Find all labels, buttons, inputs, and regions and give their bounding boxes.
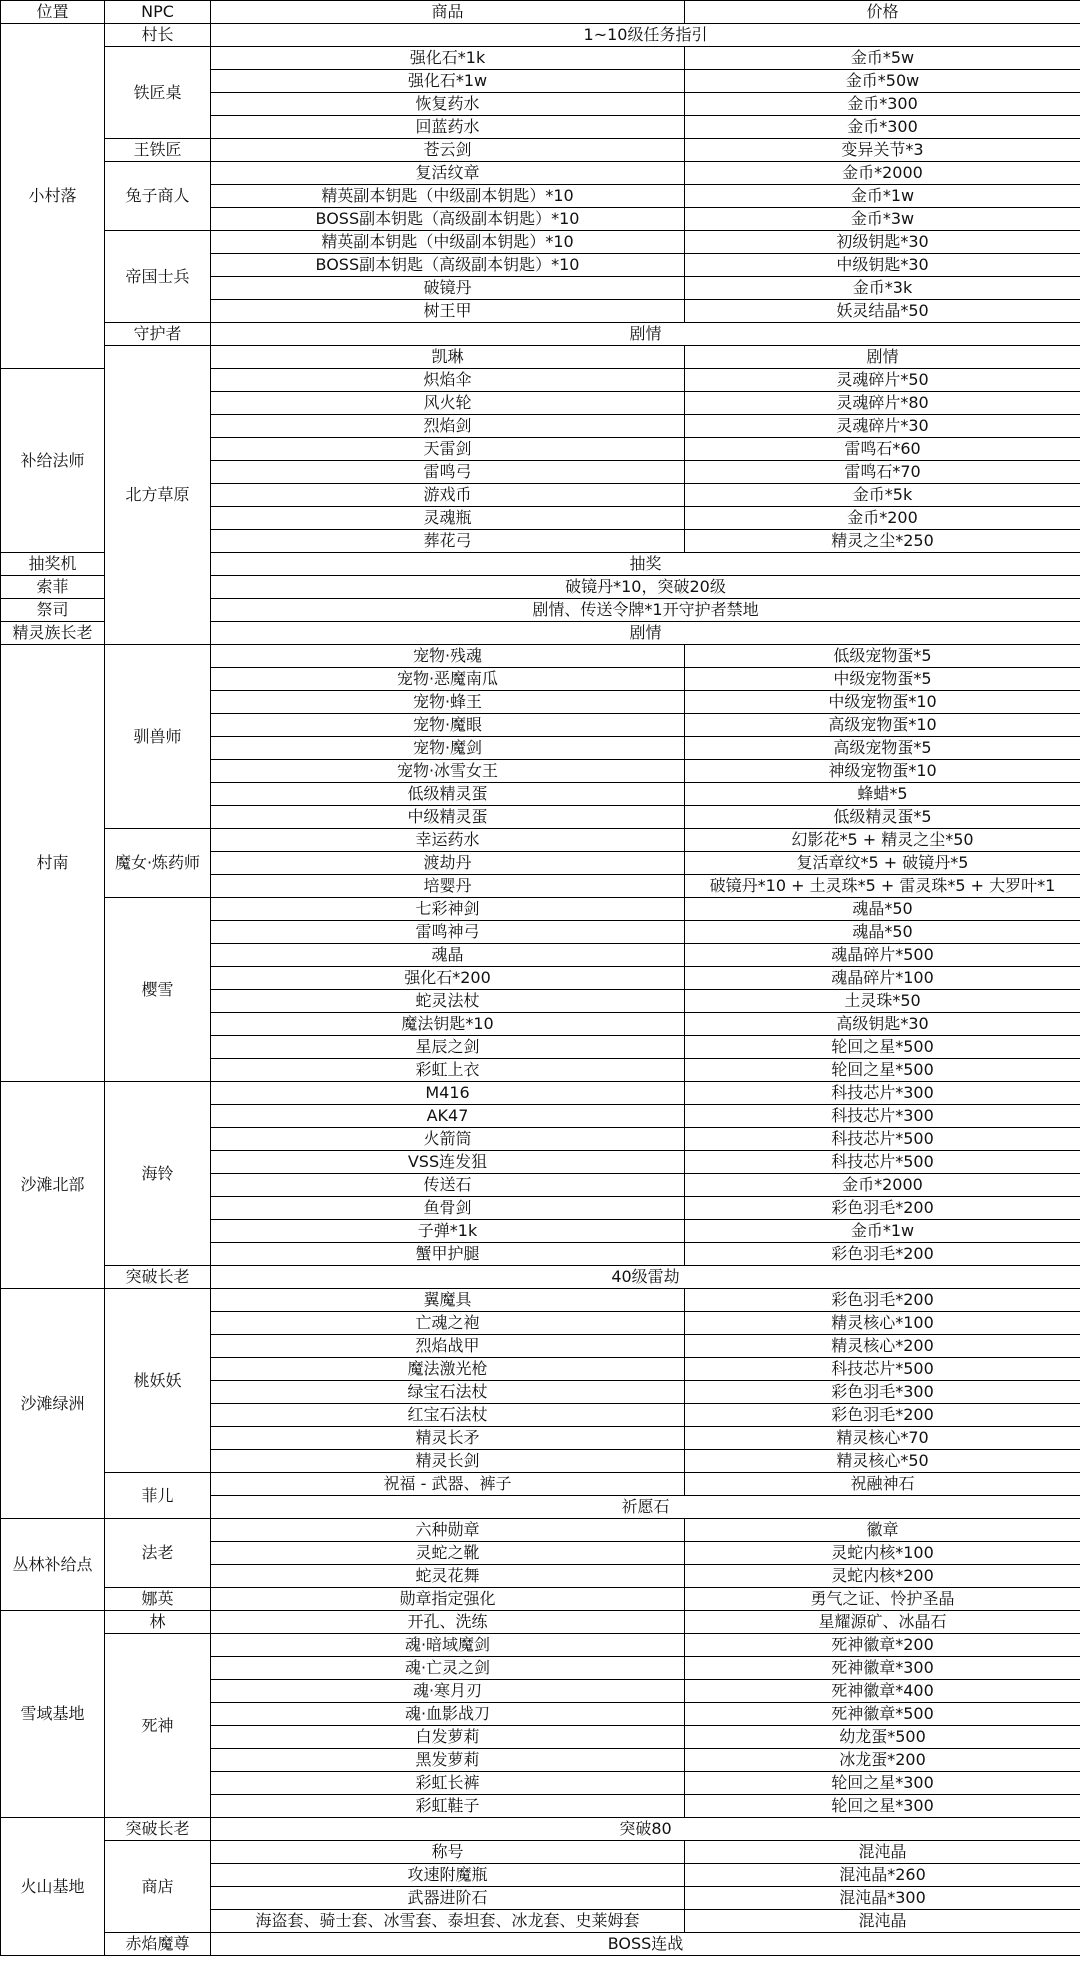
item-cell: 宠物·魔剑 [211, 737, 685, 760]
npc-cell: 驯兽师 [105, 645, 211, 829]
table-row [1, 645, 1080, 668]
table-row [1, 346, 1080, 369]
price-cell: 金币*2000 [685, 1174, 1080, 1197]
price-cell: 星耀源矿、冰晶石 [685, 1611, 1080, 1634]
price-cell: 幻影花*5 + 精灵之尘*50 [685, 829, 1080, 852]
price-cell: 金币*3k [685, 277, 1080, 300]
npc-cell: 突破长老 [105, 1266, 211, 1289]
item-cell: 黑发萝莉 [211, 1749, 685, 1772]
npc-cell: 守护者 [105, 323, 211, 346]
item-cell: 剧情 [685, 346, 1080, 369]
table-row [1, 1611, 1080, 1634]
price-cell: 彩色羽毛*200 [685, 1197, 1080, 1220]
npc-cell: 精灵族长老 [1, 622, 105, 645]
item-cell: 宠物·冰雪女王 [211, 760, 685, 783]
price-cell: 金币*1w [685, 185, 1080, 208]
item-cell: 宠物·残魂 [211, 645, 685, 668]
price-cell: 灵蛇内核*200 [685, 1565, 1080, 1588]
location-cell: 雪域基地 [1, 1611, 105, 1818]
table-row [1, 1933, 1080, 1956]
price-cell: 科技芯片*500 [685, 1151, 1080, 1174]
price-cell: 冰龙蛋*200 [685, 1749, 1080, 1772]
price-cell: 灵魂碎片*30 [685, 415, 1080, 438]
item-cell: 精灵长剑 [211, 1450, 685, 1473]
price-cell: 混沌晶*300 [685, 1887, 1080, 1910]
price-cell: 金币*50w [685, 70, 1080, 93]
item-cell: 破镜丹*10，突破20级 [211, 576, 1080, 599]
table-row [1, 1473, 1080, 1496]
price-cell: 轮回之星*300 [685, 1795, 1080, 1818]
table-row [1, 47, 1080, 70]
item-cell: 葬花弓 [211, 530, 685, 553]
price-cell: 土灵珠*50 [685, 990, 1080, 1013]
table-row [1, 1634, 1080, 1657]
price-cell: 中级宠物蛋*5 [685, 668, 1080, 691]
price-cell: 魂晶碎片*100 [685, 967, 1080, 990]
item-cell: 精英副本钥匙（中级副本钥匙）*10 [211, 231, 685, 254]
price-cell: 祝融神石 [685, 1473, 1080, 1496]
npc-cell: 补给法师 [1, 369, 105, 553]
npc-cell: 突破长老 [105, 1818, 211, 1841]
item-cell: 灵蛇之靴 [211, 1542, 685, 1565]
price-cell: 低级精灵蛋*5 [685, 806, 1080, 829]
npc-cell: 村长 [105, 24, 211, 47]
npc-cell: 兔子商人 [105, 162, 211, 231]
item-cell: 魂·亡灵之剑 [211, 1657, 685, 1680]
item-cell: 七彩神剑 [211, 898, 685, 921]
item-cell: 六种勋章 [211, 1519, 685, 1542]
item-cell: 剧情 [211, 622, 1080, 645]
price-cell: 金币*300 [685, 93, 1080, 116]
item-cell: 40级雷劫 [211, 1266, 1080, 1289]
item-cell: 白发萝莉 [211, 1726, 685, 1749]
location-cell: 丛林补给点 [1, 1519, 105, 1611]
price-cell: 金币*300 [685, 116, 1080, 139]
item-cell: 海盗套、骑士套、冰雪套、泰坦套、冰龙套、史莱姆套 [211, 1910, 685, 1933]
item-cell: 蛇灵花舞 [211, 1565, 685, 1588]
price-cell: 金币*3w [685, 208, 1080, 231]
price-cell: 混沌晶*260 [685, 1864, 1080, 1887]
price-cell: 轮回之星*500 [685, 1059, 1080, 1082]
item-cell: 绿宝石法杖 [211, 1381, 685, 1404]
item-cell: 祝福 - 武器、裤子 [211, 1473, 685, 1496]
item-cell: 灵魂瓶 [211, 507, 685, 530]
item-cell: 剧情 [211, 323, 1080, 346]
table-row [1, 24, 1080, 47]
item-cell: 树王甲 [211, 300, 685, 323]
price-cell: 精灵核心*100 [685, 1312, 1080, 1335]
price-cell: 科技芯片*500 [685, 1358, 1080, 1381]
npc-cell: 祭司 [1, 599, 105, 622]
price-cell: 魂晶*50 [685, 898, 1080, 921]
item-cell: 勋章指定强化 [211, 1588, 685, 1611]
npc-cell: 海铃 [105, 1082, 211, 1266]
item-cell: 称号 [211, 1841, 685, 1864]
location-cell: 火山基地 [1, 1818, 105, 1956]
price-cell: 变异关节*3 [685, 139, 1080, 162]
price-cell: 雷鸣石*60 [685, 438, 1080, 461]
npc-cell: 魔女·炼药师 [105, 829, 211, 898]
price-cell: 妖灵结晶*50 [685, 300, 1080, 323]
price-cell: 彩色羽毛*300 [685, 1381, 1080, 1404]
price-cell: 金币*2000 [685, 162, 1080, 185]
price-cell: 轮回之星*500 [685, 1036, 1080, 1059]
npc-cell: 赤焰魔尊 [105, 1933, 211, 1956]
table-row [1, 231, 1080, 254]
price-cell: 轮回之星*300 [685, 1772, 1080, 1795]
item-cell: 攻速附魔瓶 [211, 1864, 685, 1887]
location-cell: 村南 [1, 645, 105, 1082]
price-cell: 灵蛇内核*100 [685, 1542, 1080, 1565]
npc-cell: 铁匠桌 [105, 47, 211, 139]
price-cell: 蜂蜡*5 [685, 783, 1080, 806]
table-row [1, 1289, 1080, 1312]
item-cell: 彩虹长裤 [211, 1772, 685, 1795]
npc-cell: 菲儿 [105, 1473, 211, 1519]
item-cell: M416 [211, 1082, 685, 1105]
item-cell: 强化石*1k [211, 47, 685, 70]
item-cell: 鱼骨剑 [211, 1197, 685, 1220]
item-cell: 开孔、洗练 [211, 1611, 685, 1634]
item-cell: 魔法激光枪 [211, 1358, 685, 1381]
price-cell: 精灵核心*50 [685, 1450, 1080, 1473]
price-cell: 死神徽章*300 [685, 1657, 1080, 1680]
item-cell: 剧情、传送令牌*1开守护者禁地 [211, 599, 1080, 622]
item-cell: 蛇灵法杖 [211, 990, 685, 1013]
item-cell: 苍云剑 [211, 139, 685, 162]
price-cell: 灵魂碎片*50 [685, 369, 1080, 392]
table-row [1, 162, 1080, 185]
price-cell: 低级宠物蛋*5 [685, 645, 1080, 668]
price-cell: 高级宠物蛋*5 [685, 737, 1080, 760]
item-cell: 复活纹章 [211, 162, 685, 185]
item-cell: 天雷剑 [211, 438, 685, 461]
item-cell: AK47 [211, 1105, 685, 1128]
item-cell: VSS连发狙 [211, 1151, 685, 1174]
item-cell: 恢复药水 [211, 93, 685, 116]
price-cell: 雷鸣石*70 [685, 461, 1080, 484]
item-cell: 回蓝药水 [211, 116, 685, 139]
table-row [1, 829, 1080, 852]
npc-cell: 索菲 [1, 576, 105, 599]
item-cell: 魂·寒月刃 [211, 1680, 685, 1703]
price-cell: 科技芯片*300 [685, 1105, 1080, 1128]
price-cell: 彩色羽毛*200 [685, 1404, 1080, 1427]
item-cell: 幸运药水 [211, 829, 685, 852]
price-cell: 精灵核心*200 [685, 1335, 1080, 1358]
item-cell: 风火轮 [211, 392, 685, 415]
price-cell: 金币*5k [685, 484, 1080, 507]
item-cell: 烈焰剑 [211, 415, 685, 438]
item-cell: BOSS副本钥匙（高级副本钥匙）*10 [211, 254, 685, 277]
npc-cell: 樱雪 [105, 898, 211, 1082]
item-cell: 抽奖 [211, 553, 1080, 576]
price-cell: 神级宠物蛋*10 [685, 760, 1080, 783]
item-cell: 雷鸣神弓 [211, 921, 685, 944]
item-cell: 1~10级任务指引 [211, 24, 1080, 47]
item-cell: 突破80 [211, 1818, 1080, 1841]
item-cell: 培婴丹 [211, 875, 685, 898]
table-row [1, 1841, 1080, 1864]
table-row [1, 1519, 1080, 1542]
header-row [1, 1, 1080, 24]
table-row [1, 1818, 1080, 1841]
item-cell: BOSS副本钥匙（高级副本钥匙）*10 [211, 208, 685, 231]
price-cell: 彩色羽毛*200 [685, 1243, 1080, 1266]
npc-cell: 娜英 [105, 1588, 211, 1611]
price-cell: 幼龙蛋*500 [685, 1726, 1080, 1749]
table-row [1, 1266, 1080, 1289]
item-cell: 魂·血影战刀 [211, 1703, 685, 1726]
price-cell: 彩色羽毛*200 [685, 1289, 1080, 1312]
price-cell: 魂晶碎片*500 [685, 944, 1080, 967]
item-cell: 宠物·魔眼 [211, 714, 685, 737]
item-cell: 宠物·恶魔南瓜 [211, 668, 685, 691]
location-cell: 沙滩绿洲 [1, 1289, 105, 1519]
header-price: 价格 [685, 1, 1080, 24]
price-cell: 中级钥匙*30 [685, 254, 1080, 277]
price-cell: 灵魂碎片*80 [685, 392, 1080, 415]
item-cell: 强化石*1w [211, 70, 685, 93]
npc-cell: 桃妖妖 [105, 1289, 211, 1473]
price-cell: 魂晶*50 [685, 921, 1080, 944]
item-cell: 火箭筒 [211, 1128, 685, 1151]
npc-cell: 帝国士兵 [105, 231, 211, 323]
item-cell: 武器进阶石 [211, 1887, 685, 1910]
item-cell: 星辰之剑 [211, 1036, 685, 1059]
price-cell: 初级钥匙*30 [685, 231, 1080, 254]
item-cell: 宠物·蜂王 [211, 691, 685, 714]
npc-cell: 死神 [105, 1634, 211, 1818]
item-cell: 蟹甲护腿 [211, 1243, 685, 1266]
item-cell: 魂晶 [211, 944, 685, 967]
npc-cell: 抽奖机 [1, 553, 105, 576]
npc-cell: 林 [105, 1611, 211, 1634]
item-cell: 烈焰战甲 [211, 1335, 685, 1358]
price-cell: 高级宠物蛋*10 [685, 714, 1080, 737]
item-cell: 子弹*1k [211, 1220, 685, 1243]
item-cell: 强化石*200 [211, 967, 685, 990]
item-cell: 魔法钥匙*10 [211, 1013, 685, 1036]
price-cell: 科技芯片*300 [685, 1082, 1080, 1105]
location-cell: 沙滩北部 [1, 1082, 105, 1289]
item-cell: 游戏币 [211, 484, 685, 507]
table-row [1, 898, 1080, 921]
item-cell: 彩虹上衣 [211, 1059, 685, 1082]
npc-cell: 王铁匠 [105, 139, 211, 162]
item-cell: 中级精灵蛋 [211, 806, 685, 829]
table-row [1, 1588, 1080, 1611]
npc-cell: 凯琳 [211, 346, 685, 369]
item-cell: 传送石 [211, 1174, 685, 1197]
header-location: 位置 [1, 1, 105, 24]
item-cell: 亡魂之袍 [211, 1312, 685, 1335]
item-cell: 翼魔具 [211, 1289, 685, 1312]
price-cell: 精灵核心*70 [685, 1427, 1080, 1450]
location-cell: 北方草原 [105, 346, 211, 645]
npc-cell: 商店 [105, 1841, 211, 1933]
table-row [1, 139, 1080, 162]
table-body [1, 24, 1080, 1956]
item-cell: 低级精灵蛋 [211, 783, 685, 806]
price-cell: 破镜丹*10 + 土灵珠*5 + 雷灵珠*5 + 大罗叶*1 [685, 875, 1080, 898]
price-cell: 徽章 [685, 1519, 1080, 1542]
price-cell: 混沌晶 [685, 1841, 1080, 1864]
item-cell: 红宝石法杖 [211, 1404, 685, 1427]
item-cell: 精英副本钥匙（中级副本钥匙）*10 [211, 185, 685, 208]
item-cell: 彩虹鞋子 [211, 1795, 685, 1818]
price-cell: 精灵之尘*250 [685, 530, 1080, 553]
header-item: 商品 [211, 1, 685, 24]
price-cell: 金币*5w [685, 47, 1080, 70]
price-cell: 金币*200 [685, 507, 1080, 530]
price-cell: 混沌晶 [685, 1910, 1080, 1933]
item-cell: 魂·暗域魔剑 [211, 1634, 685, 1657]
location-cell: 小村落 [1, 24, 105, 369]
table-row [1, 323, 1080, 346]
item-cell: 炽焰伞 [211, 369, 685, 392]
item-cell: 精灵长矛 [211, 1427, 685, 1450]
item-cell: 破镜丹 [211, 277, 685, 300]
price-cell: 死神徽章*400 [685, 1680, 1080, 1703]
item-cell: 渡劫丹 [211, 852, 685, 875]
item-cell: BOSS连战 [211, 1933, 1080, 1956]
price-cell: 高级钥匙*30 [685, 1013, 1080, 1036]
item-cell: 雷鸣弓 [211, 461, 685, 484]
price-cell: 复活章纹*5 + 破镜丹*5 [685, 852, 1080, 875]
price-cell: 科技芯片*500 [685, 1128, 1080, 1151]
item-cell: 祈愿石 [211, 1496, 1080, 1519]
price-cell: 中级宠物蛋*10 [685, 691, 1080, 714]
price-cell: 勇气之证、怜护圣晶 [685, 1588, 1080, 1611]
price-cell: 死神徽章*500 [685, 1703, 1080, 1726]
price-cell: 死神徽章*200 [685, 1634, 1080, 1657]
npc-cell: 法老 [105, 1519, 211, 1588]
price-cell: 金币*1w [685, 1220, 1080, 1243]
table-row [1, 1082, 1080, 1105]
header-npc: NPC [105, 1, 211, 24]
